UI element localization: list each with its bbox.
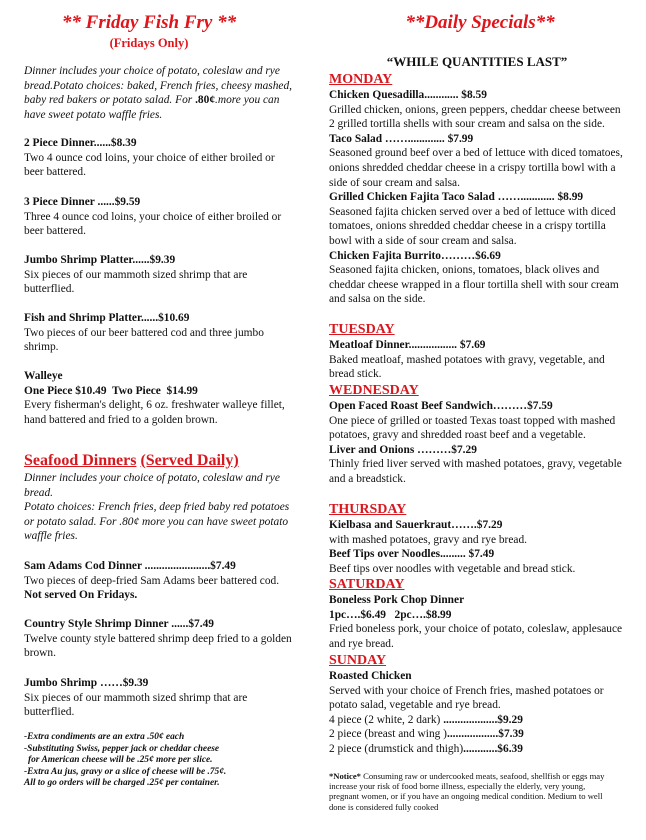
- day-heading: MONDAY: [329, 72, 393, 87]
- item-name: 2 Piece Dinner......$8.39: [24, 137, 137, 149]
- note-line: for American cheese will be .25¢ more per slice.: [28, 755, 213, 766]
- item-name: Chicken Fajita Burrito………$6.69: [329, 249, 501, 262]
- menu-item: [24, 617, 294, 661]
- item-name: Sam Adams Cod Dinner .......................$7.49: [24, 560, 236, 572]
- intro-tail: .more you can have sweet potato waffle fries.: [24, 94, 280, 121]
- intro-text: Dinner includes your choice of potato, coleslaw and rye bread.Potato choices: baked, French fries, cheesy mashed, baby red bakers or potato salad. For: [24, 65, 293, 107]
- item-desc: Twelve county style battered shrimp deep fried to a golden brown.: [24, 632, 292, 660]
- tuesday-section: [329, 321, 625, 382]
- seafood-intro: [24, 471, 294, 544]
- menu-item: [24, 311, 294, 355]
- item-desc: with mashed potatoes, gravy and rye bread.: [329, 533, 528, 546]
- item-name: Beef Tips over Noodles......... $7.49: [329, 548, 495, 561]
- notes: [24, 732, 294, 790]
- item-desc: Baked meatloaf, mashed potatoes with gravy, vegetable, and bread stick.: [329, 353, 605, 381]
- item-name: Meatloaf Dinner................. $7.69: [329, 339, 486, 351]
- item-name: Chicken Quesadilla............ $8.59: [329, 89, 487, 101]
- note-line: -Extra Au jus, gravy or a slice of cheese will be .75¢.: [24, 766, 227, 777]
- seafood-intro-2: Potato choices: French fries, deep fried baby red potatoes or potato salad. For .80¢ more you can have sweet potato waffle fries.: [24, 501, 290, 543]
- seafood-heading: [24, 452, 294, 470]
- menu-item: [24, 253, 294, 297]
- item-desc: Thinly fried liver served with mashed potatoes, gravy, vegetable and a breadstick.: [329, 458, 622, 485]
- monday-section: [329, 71, 625, 307]
- note-line: -Extra condiments are an extra .50¢ each: [24, 732, 185, 742]
- item-desc: Two pieces of our beer battered cod and three jumbo shrimp.: [24, 326, 264, 354]
- item-prices: One Piece $10.49 Two Piece $14.99: [24, 384, 198, 397]
- fish-fry-title: ** Friday Fish Fry **: [61, 12, 237, 33]
- seafood-tag: (Served Daily): [140, 452, 239, 469]
- item-desc: Seasoned fajita chicken served over a bed of lettuce with diced tomatoes, onions shredded cheddar cheese in a crispy tortilla bowl with a side of sour cream and salsa.: [329, 205, 616, 247]
- day-heading: SUNDAY: [329, 653, 387, 668]
- item-desc: Beef tips over noodles with vegetable and bread stick.: [329, 562, 576, 575]
- item-desc: Seasoned ground beef over a bed of lettuce with diced tomatoes, onions shredded cheddar cheese in a crispy tortilla bowl with a side of sour cream and salsa.: [329, 147, 623, 189]
- item-desc: Two pieces of deep-fried Sam Adams beer battered cod.: [24, 574, 280, 587]
- option-label: 2 piece (drumstick and thigh): [329, 742, 464, 755]
- seafood-title: Seafood Dinners: [24, 452, 137, 469]
- menu-item: [24, 559, 294, 603]
- menu-item: [24, 136, 294, 180]
- item-desc: Served with your choice of French fries, mashed potatoes or potato salad, vegetable and rye bread.: [329, 684, 604, 712]
- daily-specials-title: **Daily Specials**: [405, 12, 555, 33]
- option-line: [329, 742, 625, 757]
- walleye-item: [24, 369, 294, 427]
- item-desc: Six pieces of our mammoth sized shrimp that are butterflied.: [24, 691, 248, 719]
- day-heading: THURSDAY: [329, 502, 407, 517]
- item-desc: Six pieces of our mammoth sized shrimp that are butterflied.: [24, 268, 248, 296]
- wednesday-section: [329, 382, 625, 487]
- option-price: ..................$7.39: [446, 728, 524, 741]
- option-price: ............$6.39: [463, 742, 523, 755]
- while-quantities-last: “WHILE QUANTITIES LAST”: [386, 54, 568, 69]
- seafood-intro-1: Dinner includes your choice of potato, coleslaw and rye bread.: [24, 472, 280, 499]
- option-line: [329, 727, 625, 742]
- item-name: Open Faced Roast Beef Sandwich………$7.59: [329, 400, 553, 412]
- note-line: All to go orders will be charged .25¢ per container.: [24, 778, 220, 789]
- item-name: Walleye: [24, 370, 63, 382]
- item-name: Jumbo Shrimp ……$9.39: [24, 677, 149, 689]
- item-desc: Two 4 ounce cod loins, your choice of either broiled or beer battered.: [24, 151, 275, 179]
- notice-text: Consuming raw or undercooked meats, seafood, shellfish or eggs may increase your risk of food borne illness, especially the elderly, very young, pregnant women, or if you have an ongoing medical condition. Medium to well done is considered fully cooked: [329, 770, 605, 812]
- day-heading: SATURDAY: [329, 577, 405, 592]
- notice-label: *Notice*: [329, 770, 361, 781]
- option-price: ...................$9.29: [443, 713, 523, 726]
- item-desc: One piece of grilled or toasted Texas toast topped with mashed potatoes, gravy and shredded roast beef and a vegetable.: [329, 414, 616, 442]
- item-desc-bold: Not served On Fridays.: [24, 589, 138, 602]
- day-heading: TUESDAY: [329, 322, 395, 337]
- item-name: Jumbo Shrimp Platter......$9.39: [24, 254, 176, 266]
- item-desc: Grilled chicken, onions, green peppers, cheddar cheese between 2 grilled tortilla shells with sour cream and salsa on the side.: [329, 103, 621, 131]
- day-heading: WEDNESDAY: [329, 383, 419, 398]
- notice: [329, 762, 614, 821]
- intro-price: .80¢: [195, 94, 216, 107]
- item-name: Taco Salad ……............. $7.99: [329, 132, 474, 145]
- item-name: Fish and Shrimp Platter......$10.69: [24, 312, 190, 324]
- item-desc: Every fisherman's delight, 6 oz. freshwater walleye fillet, hand battered and fried to a golden brown.: [24, 399, 285, 426]
- fish-fry-subtitle: (Fridays Only): [109, 36, 189, 50]
- option-label: 4 piece (2 white, 2 dark): [329, 713, 444, 726]
- saturday-section: [329, 576, 625, 651]
- item-name: Roasted Chicken: [329, 670, 412, 682]
- menu-item: [24, 676, 294, 720]
- item-desc: Seasoned fajita chicken, onions, tomatoes, black olives and cheddar cheese wrapped in a flour tortilla shell with sour cream and salsa on the side.: [329, 264, 619, 306]
- item-name: Kielbasa and Sauerkraut…….$7.29: [329, 519, 503, 531]
- sunday-section: [329, 652, 625, 757]
- item-desc: Fried boneless pork, your choice of potato, coleslaw, applesauce and rye bread.: [329, 623, 623, 650]
- thursday-section: [329, 501, 625, 576]
- fish-fry-intro: [24, 64, 294, 122]
- item-desc: Three 4 ounce cod loins, your choice of either broiled or beer battered.: [24, 210, 282, 238]
- item-name: Country Style Shrimp Dinner ......$7.49: [24, 618, 214, 630]
- item-name: 3 Piece Dinner ......$9.59: [24, 196, 141, 208]
- menu-item: [24, 195, 294, 239]
- item-name: Grilled Chicken Fajita Taco Salad ……............ $8.99: [329, 191, 584, 204]
- option-line: [329, 713, 625, 728]
- item-name: Liver and Onions ………$7.29: [329, 443, 477, 456]
- option-label: 2 piece (breast and wing ): [329, 728, 447, 741]
- item-prices: 1pc….$6.49 2pc….$8.99: [329, 608, 452, 621]
- item-name: Boneless Pork Chop Dinner: [329, 594, 465, 606]
- note-line: -Substituting Swiss, pepper jack or cheddar cheese: [24, 743, 220, 754]
